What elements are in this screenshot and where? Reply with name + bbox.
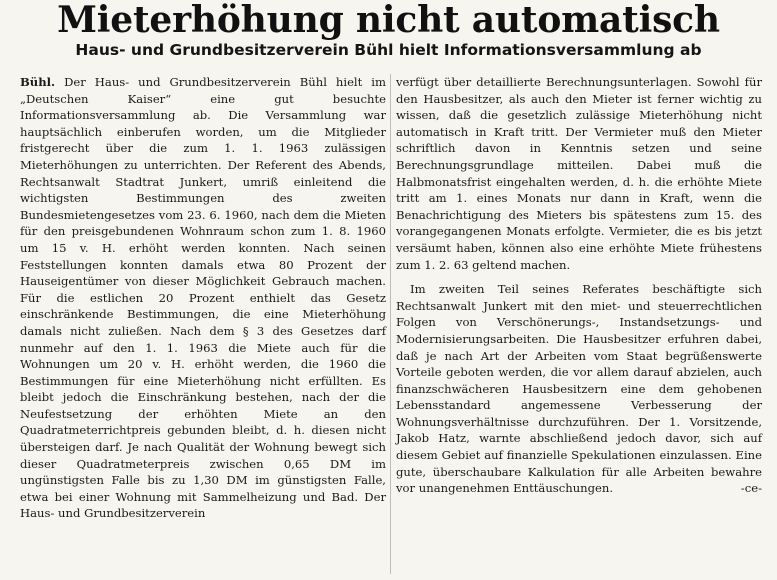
dateline: Bühl.: [20, 75, 56, 89]
article-column-right: [396, 74, 762, 574]
headline: Mieterhöhung nicht automatisch: [57, 0, 720, 41]
body-paragraph-1-continued: verfügt über detaillierte Berechnungsunterlagen. Sowohl für den Hausbesitzer, als auch den Mieter ist ferner wichtig zu wissen, daß die gesetzlich zulässige Mieterhöhung nicht automatisch in Kraft tritt. Der Vermieter muß den Mieter schriftlich davon in Kenntnis setzen und seine Berechnungsgrundlage mitteilen. Dabei muß die Halbmonatsfrist eingehalten werden, d. h. die erhöhte Miete tritt am 1. eines Monats nur dann in Kraft, wenn die Benachrichtigung des Mieters bis spätestens zum 15. des vorangegangenen Monats erfolgte. Vermieter, die es bis jetzt versäumt haben, können also eine erhöhte Miete frühestens zum 1. 2. 63 geltend machen.: [396, 75, 762, 272]
left-column-text: Der Haus- und Grundbesitzerverein Bühl hielt im „Deutschen Kaiser“ eine gut besuchte Informationsversammlung ab. Die Versammlung war hauptsächlich einberufen worden, um die Mitglieder fristgerecht über die zum 1. 1. 1963 zulässigen Mieterhöhungen zu unterrichten. Der Referent des Abends, Rechtsanwalt Stadtrat Junkert, umriß einleitend die wichtigsten Bestimmungen des zweiten Bundesmietengesetzes vom 23. 6. 1960, nach dem die Mieten für den preisgebundenen Wohnraum schon zum 1. 8. 1960 um 15 v. H. erhöht werden konnten. Nach seinen Feststellungen konnten damals etwa 80 Prozent der Hauseigentümer von dieser Möglichkeit Gebrauch machen. Für die estlichen 20 Prozent enthielt das Gesetz einschränkende Bestimmungen, die eine Mieterhöhung damals nicht zuließen. Nach dem § 3 des Gesetzes darf nunmehr auf den 1. 1. 1963 die Miete auch für die Wohnungen um 20 v. H. erhöht werden, die 1960 die Bestimmungen für eine Mieterhöhung nicht erfüllten. Es bleibt jedoch die Einschränkung bestehen, nach der die Neufestsetzung der erhöhten Miete an den Quadratmeterrichtpreis gebunden bleibt, d. h. diesen nicht übersteigen darf. Je nach Qualität der Wohnung bewegt sich dieser Quadratmeterpreis zwischen 0,65 DM im ungünstigsten Falle bis zu 1,30 DM im günstigsten Falle, etwa bei einer Wohnung mit Sammelheizung und Bad. Der Haus- und Grundbesitzerverein: [20, 75, 386, 521]
paragraph-2-text: Im zweiten Teil seines Referates beschäftigte sich Rechtsanwalt Junkert mit den miet- und steuerrechtlichen Folgen von Verschönerungs-, Instandsetzungs- und Modernisierungsarbeiten. Die Hausbesitzer erfuhren dabei, daß je nach Art der Arbeiten vom Staat begrüßenswerte Vorteile geboten werden, die vor allem darauf abzielen, auch finanzschwächeren Hausbesitzern eine dem gehobenen Lebensstandard angemessene Verbesserung der Wohnungsverhältnisse durchzuführen. Der 1. Vorsitzende, Jakob Hatz, warnte abschließend jedoch davor, sich auf diesem Gebiet auf finanzielle Spekulationen einzulassen. Eine gute, überschaubare Kalkulation für alle Arbeiten bewahre vor unangenehmen Enttäuschungen.: [396, 282, 762, 496]
subheadline: Haus- und Grundbesitzerverein Bühl hielt Informationsversammlung ab: [75, 41, 702, 59]
body-paragraph-1: [20, 74, 386, 522]
author-signature: -ce-: [740, 481, 762, 496]
column-divider: [390, 74, 391, 574]
article-column-left: [20, 74, 386, 574]
body-paragraph-2: [396, 281, 762, 497]
